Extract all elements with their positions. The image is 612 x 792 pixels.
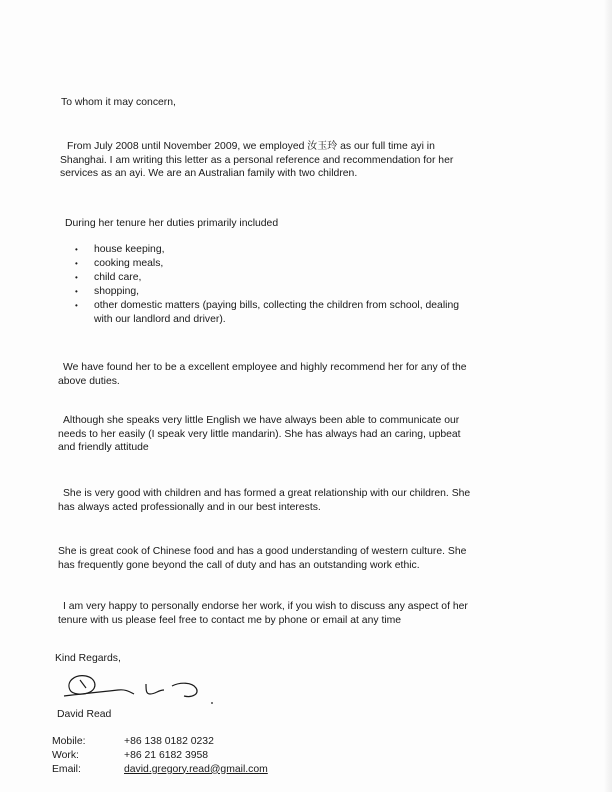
duty-text: other domestic matters (paying bills, collecting the children from school, dealing (94, 300, 460, 311)
contact-block (52, 735, 268, 776)
paragraph-communication (58, 414, 558, 455)
duties-list (72, 243, 572, 327)
duty-item (72, 257, 572, 271)
paragraph-line: and friendly attitude (58, 442, 149, 453)
paragraph-line: has always acted professionally and in our best interests. (58, 501, 321, 513)
closing: Kind Regards, (55, 653, 121, 664)
contact-row-work (52, 749, 268, 763)
duties-intro: During her tenure her duties primarily included (65, 218, 279, 229)
bullet-icon: • (75, 245, 78, 254)
bullet-icon: • (75, 287, 78, 296)
email-value: david.gregory.read@gmail.com (124, 763, 268, 775)
contact-row-mobile (52, 735, 268, 749)
paragraph-line: We have found her to be a excellent employee and highly recommend her for any of the (63, 362, 467, 373)
duty-text: cooking meals, (94, 258, 164, 269)
handwritten-signature (60, 668, 220, 708)
work-value: +86 21 6182 3958 (124, 749, 209, 761)
paragraph-line: Although she speaks very little English we have always been able to communicate our (63, 415, 460, 426)
paragraph-line: tenure with us please feel free to contact me by phone or email at any time (58, 614, 402, 626)
intro-line-1-after: as our full time ayi in (340, 141, 435, 152)
salutation: To whom it may concern, (61, 97, 176, 108)
paragraph-line: has frequently gone beyond the call of duty and has an outstanding work ethic. (58, 559, 420, 571)
mobile-label: Mobile: (52, 736, 86, 747)
intro-line-1 (60, 140, 580, 154)
paragraph-cooking (58, 545, 558, 572)
duty-item (72, 285, 572, 299)
duty-text: house keeping, (94, 244, 165, 255)
intro-line-1-before: From July 2008 until November 2009, we employed (67, 141, 305, 152)
email-label: Email: (52, 763, 81, 775)
paragraph-endorsement (58, 600, 558, 627)
intro-line-3: services as an ayi. We are an Australian family with two children. (60, 168, 358, 179)
duty-text: shopping, (94, 286, 140, 297)
duty-text-continued: with our landlord and driver). (94, 314, 226, 325)
paragraph-intro (60, 140, 580, 181)
bullet-icon: • (75, 301, 78, 310)
duty-item (72, 243, 572, 257)
paragraph-line: I am very happy to personally endorse her work, if you wish to discuss any aspect of her (63, 601, 468, 612)
paragraph-line: She is great cook of Chinese food and has a good understanding of western culture. She (58, 546, 467, 557)
mobile-value: +86 138 0182 0232 (124, 736, 214, 747)
intro-line-2: Shanghai. I am writing this letter as a personal reference and recommendation for her (60, 154, 454, 166)
duty-item (72, 299, 572, 327)
work-label: Work: (52, 749, 79, 761)
signer-name: David Read (57, 709, 112, 720)
bullet-icon: • (75, 259, 78, 268)
paragraph-line: needs to her easily (I speak very little mandarin). She has always had an caring, upbeat (58, 428, 461, 440)
contact-row-email (52, 763, 268, 777)
paragraph-children (58, 487, 558, 514)
duty-text: child care, (94, 272, 142, 283)
paragraph-line: above duties. (58, 375, 120, 387)
duty-item (72, 271, 572, 285)
bullet-icon: • (75, 273, 78, 282)
paragraph-line: She is very good with children and has formed a great relationship with our children. She (63, 488, 471, 499)
paragraph-recommendation (58, 361, 558, 388)
scan-edge-shadow (604, 0, 612, 792)
employee-name-chinese: 汝玉玲 (307, 141, 338, 152)
